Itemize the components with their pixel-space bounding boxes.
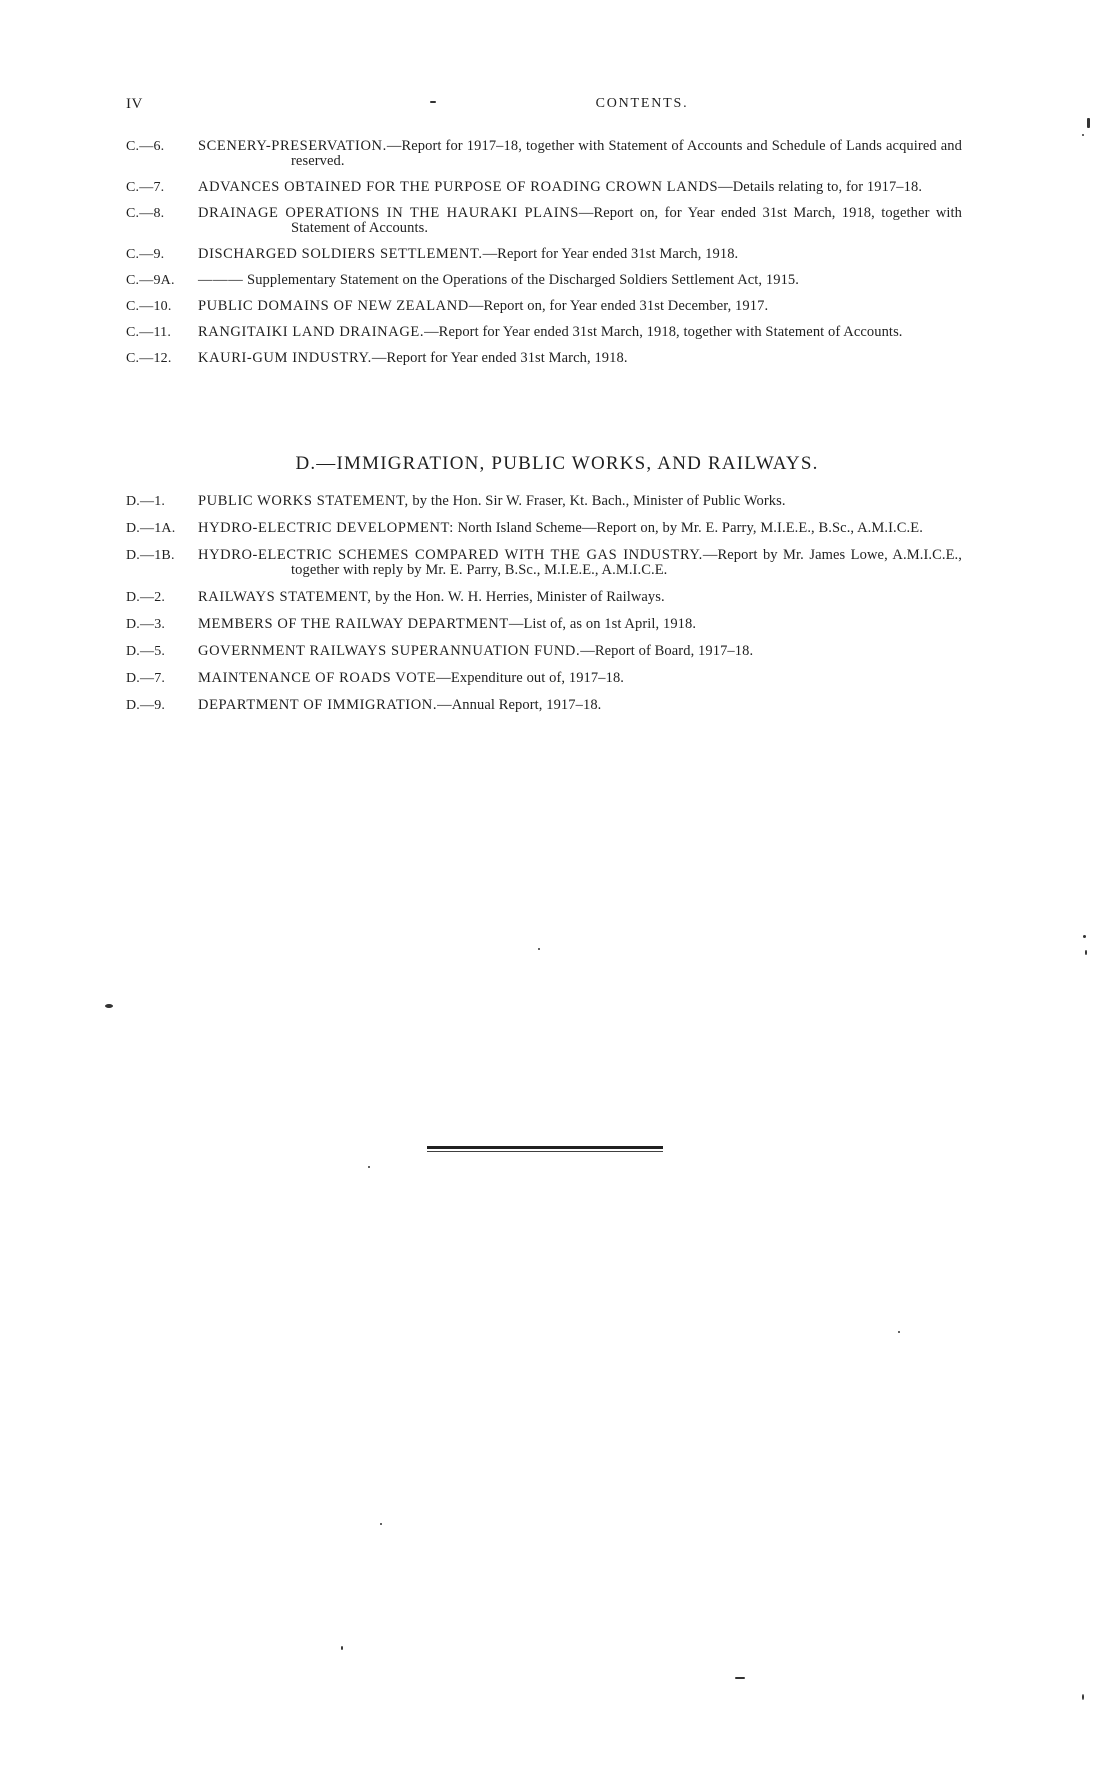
entry-description: —Report of Board, 1917–18.: [580, 643, 754, 659]
contents-entry: [126, 247, 962, 262]
entry-text: [198, 698, 962, 713]
entry-title: HYDRO-ELECTRIC SCHEMES COMPARED WITH THE GAS INDUSTRY.: [198, 547, 703, 563]
scan-speck: [380, 1523, 382, 1525]
scan-speck: [1082, 134, 1084, 136]
section-d-entries: [126, 494, 962, 725]
entry-title: DEPARTMENT OF IMMIGRATION.: [198, 697, 438, 713]
entry-description: by the Hon. Sir W. Fraser, Kt. Bach., Minister of Public Works.: [408, 493, 786, 509]
entry-code: D.—1.: [126, 494, 166, 509]
contents-entry: [126, 617, 962, 632]
entry-description: —Report for Year ended 31st March, 1918, together with Statement of Accounts.: [424, 324, 903, 340]
entry-code: D.—5.: [126, 644, 166, 659]
entry-code: C.—10.: [126, 299, 172, 314]
scan-speck: [1083, 935, 1086, 938]
entry-code: D.—1B.: [126, 548, 175, 563]
scan-speck: [538, 948, 540, 950]
entry-title: PUBLIC WORKS STATEMENT,: [198, 493, 409, 509]
entry-description: by the Hon. W. H. Herries, Minister of Railways.: [371, 589, 665, 605]
entry-text: [198, 548, 962, 578]
scan-speck: [898, 1331, 900, 1333]
entry-text: [198, 590, 962, 605]
contents-entry: [126, 206, 962, 236]
entry-text: [198, 206, 962, 236]
entry-title: SCENERY-PRESERVATION.: [198, 138, 387, 154]
entry-description: —Report on, for Year ended 31st December, 1917.: [468, 298, 769, 314]
entry-text: [198, 617, 962, 632]
entry-code: C.—8.: [126, 206, 165, 221]
entry-code: C.—9.: [126, 247, 165, 262]
running-head: [126, 96, 992, 120]
rule-line-thick: [427, 1146, 663, 1149]
contents-entry: [126, 671, 962, 686]
entry-description: Supplementary Statement on the Operations of the Discharged Soldiers Settlement Act, 1915.: [243, 272, 800, 288]
scan-speck: [1082, 1694, 1084, 1700]
entry-description: —Report for Year ended 31st March, 1918.: [371, 350, 628, 366]
running-title: CONTENTS.: [595, 96, 689, 111]
entry-title: RAILWAYS STATEMENT,: [198, 589, 372, 605]
entry-title: HYDRO-ELECTRIC DEVELOPMENT:: [198, 520, 454, 536]
entry-title: RANGITAIKI LAND DRAINAGE.: [198, 324, 425, 340]
entry-title: PUBLIC DOMAINS OF NEW ZEALAND: [198, 298, 469, 314]
entry-description: —List of, as on 1st April, 1918.: [508, 616, 697, 632]
entry-text: [198, 351, 962, 366]
entry-text: [198, 247, 962, 262]
entry-title: MAINTENANCE OF ROADS VOTE: [198, 670, 437, 686]
contents-entry: [126, 273, 962, 288]
entry-description: —Report by Mr. James Lowe, A.M.I.C.E., together with reply by Mr. E. Parry, B.Sc., M.I.E.E., A.M.I.C.E.: [291, 547, 963, 578]
section-c-entries: [126, 139, 962, 377]
entry-code: C.—6.: [126, 139, 165, 154]
page-number: IV: [126, 96, 143, 112]
entry-code: D.—2.: [126, 590, 166, 605]
entry-description: —Report for Year ended 31st March, 1918.: [482, 246, 739, 262]
contents-entry: [126, 494, 962, 509]
entry-description: —Expenditure out of, 1917–18.: [436, 670, 625, 686]
entry-text: [198, 644, 962, 659]
entry-description: —Details relating to, for 1917–18.: [718, 179, 923, 195]
entry-title: DRAINAGE OPERATIONS IN THE HAURAKI PLAINS: [198, 205, 579, 221]
entry-text: [198, 299, 962, 314]
scan-speck: [1085, 950, 1087, 955]
contents-entry: [126, 180, 962, 195]
entry-title: ADVANCES OBTAINED FOR THE PURPOSE OF ROADING CROWN LANDS: [198, 179, 719, 195]
entry-code: C.—7.: [126, 180, 165, 195]
contents-entry: [126, 590, 962, 605]
entry-code: C.—11.: [126, 325, 172, 340]
entry-description: —Report for 1917–18, together with Statement of Accounts and Schedule of Lands acquired and reserved.: [291, 138, 962, 169]
scan-speck: [430, 101, 436, 103]
entry-text: [198, 521, 962, 536]
entry-text: [198, 180, 962, 195]
entry-text: [198, 671, 962, 686]
scan-speck: [368, 1166, 370, 1168]
entry-code: D.—9.: [126, 698, 166, 713]
contents-entry: [126, 325, 962, 340]
contents-entry: [126, 299, 962, 314]
entry-text: [198, 494, 962, 509]
contents-entry: [126, 351, 962, 366]
entry-text: [198, 139, 962, 169]
entry-text: [198, 273, 962, 288]
contents-entry: [126, 521, 962, 536]
entry-code: C.—9A.: [126, 273, 175, 288]
scan-speck: [1087, 118, 1090, 128]
entry-title: ———: [198, 272, 244, 288]
rule-line-thin: [427, 1151, 663, 1152]
entry-title: DISCHARGED SOLDIERS SETTLEMENT.: [198, 246, 483, 262]
scan-speck: [105, 1004, 113, 1008]
entry-code: C.—12.: [126, 351, 172, 366]
entry-text: [198, 325, 962, 340]
entry-description: —Report on, for Year ended 31st March, 1918, together with Statement of Accounts.: [291, 205, 962, 236]
section-heading: D.—IMMIGRATION, PUBLIC WORKS, AND RAILWAYS.: [295, 453, 819, 474]
entry-code: D.—3.: [126, 617, 166, 632]
contents-entry: [126, 698, 962, 713]
entry-description: North Island Scheme—Report on, by Mr. E. Parry, M.I.E.E., B.Sc., A.M.I.C.E.: [453, 520, 923, 536]
contents-entry: [126, 644, 962, 659]
scan-speck: [735, 1677, 745, 1679]
contents-entry: [126, 548, 962, 578]
scan-speck: [341, 1646, 343, 1650]
entry-title: KAURI-GUM INDUSTRY.: [198, 350, 372, 366]
entry-title: GOVERNMENT RAILWAYS SUPERANNUATION FUND.: [198, 643, 581, 659]
entry-title: MEMBERS OF THE RAILWAY DEPARTMENT: [198, 616, 509, 632]
contents-entry: [126, 139, 962, 169]
entry-code: D.—7.: [126, 671, 166, 686]
closing-rule: [427, 1146, 663, 1153]
entry-description: —Annual Report, 1917–18.: [437, 697, 602, 713]
entry-code: D.—1A.: [126, 521, 176, 536]
